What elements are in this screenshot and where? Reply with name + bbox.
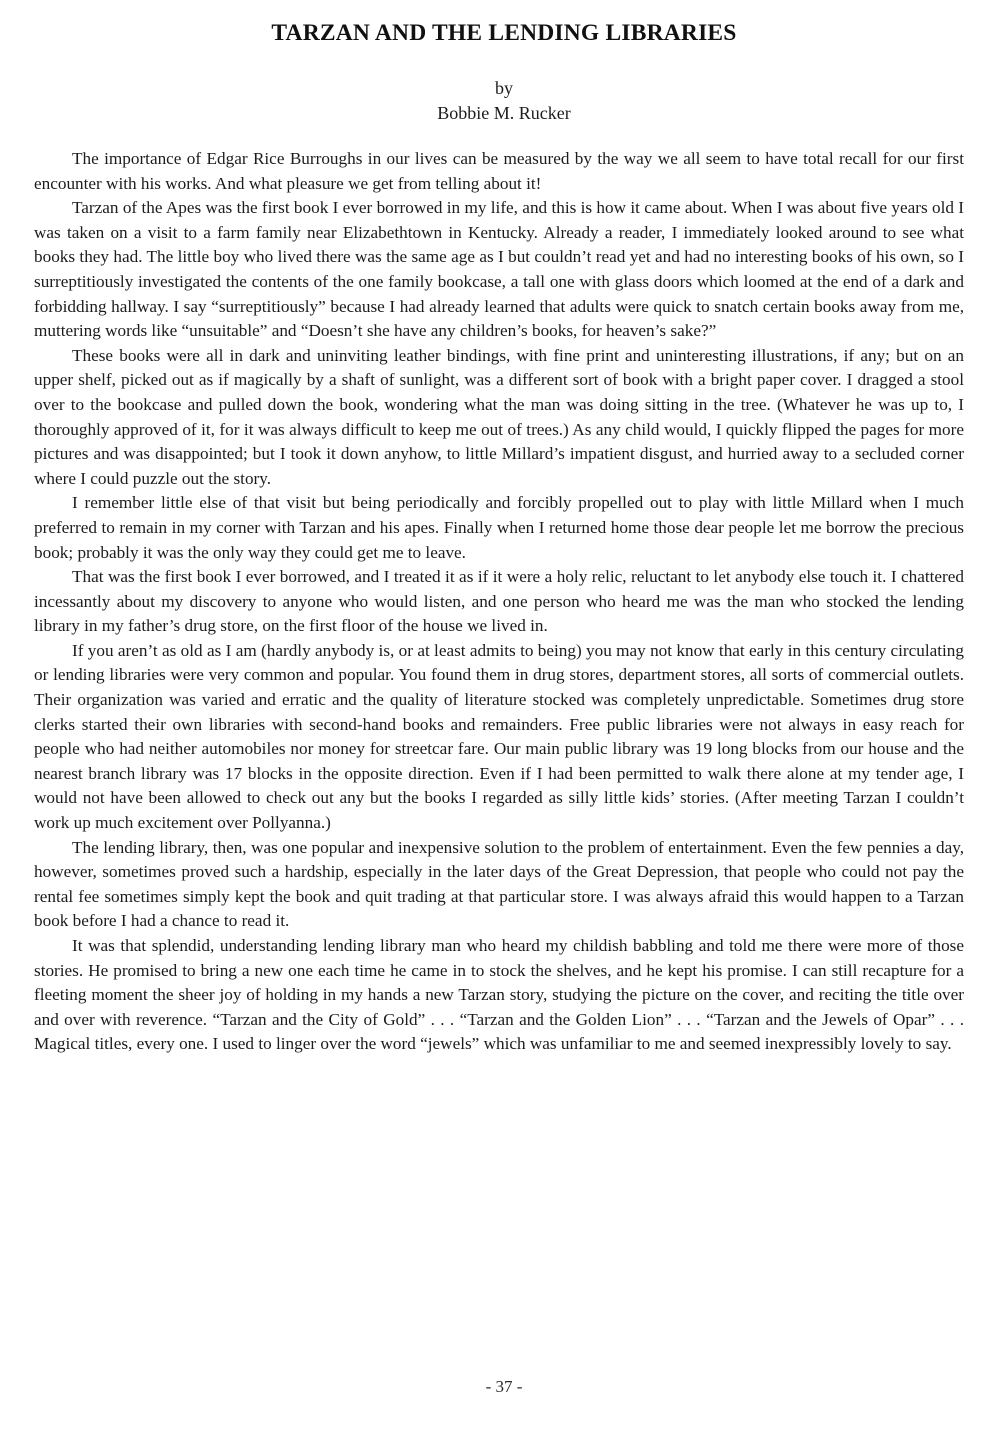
paragraph: Tarzan of the Apes was the first book I ever borrowed in my life, and this is how it came about. When I was about five years old I was taken on a visit to a farm family near Elizabethtown in Kentucky. Already a reader, I immediately looked around to see what books they had. The little boy who lived there was the same age as I but couldn’t read yet and had no interesting books of his own, so I surreptitiously investigated the contents of the one family bookcase, a tall one with glass doors which loomed at the end of a dark and forbidding hallway. I say “surreptitiously” because I had already learned that adults were quick to snatch certain books away from me, muttering words like “unsuitable” and “Doesn’t she have any children’s books, for heaven’s sake?” (34, 198, 964, 341)
article-body (34, 147, 964, 1057)
paragraph: These books were all in dark and uninviting leather bindings, with fine print and uninteresting illustrations, if any; but on an upper shelf, picked out as if magically by a shaft of sunlight, was a different sort of book with a bright paper cover. I dragged a stool over to the bookcase and pulled down the book, wondering what the man was doing sitting in the tree. (Whatever he was up to, I thoroughly approved of it, for it was always difficult to keep me out of trees.) As any child would, I quickly flipped the pages for more pictures and was disappointed; but I took it down anyhow, to little Millard’s impatient disgust, and hurried away to a secluded corner where I could puzzle out the story. (34, 345, 964, 488)
byline-by: by (495, 78, 513, 98)
paragraph: I remember little else of that visit but being periodically and forcibly propelled out to play with little Millard when I much preferred to remain in my corner with Tarzan and his apes. Finally when I returned home those dear people let me borrow the precious book; probably it was the only way they could get me to leave. (34, 493, 964, 562)
byline (0, 76, 1008, 126)
paragraph: It was that splendid, understanding lending library man who heard my childish babbling and told me there were more of those stories. He promised to bring a new one each time he came in to stock the shelves, and he kept his promise. I can still recapture for a fleeting moment the sheer joy of holding in my hands a new Tarzan story, studying the picture on the cover, and reciting the title over and over with reverence. “Tarzan and the City of Gold” . . . “Tarzan and the Golden Lion” . . . “Tarzan and the Jewels of Opar” . . . Magical titles, every one. I used to linger over the word “jewels” which was unfamiliar to me and seemed inexpressibly lovely to say. (34, 936, 964, 1054)
page-number: - 37 - (485, 1377, 523, 1396)
paragraph: That was the first book I ever borrowed, and I treated it as if it were a holy relic, reluctant to let anybody else touch it. I chattered incessantly about my discovery to anyone who would listen, and one person who heard me was the man who stocked the lending library in my father’s drug store, on the first floor of the house we lived in. (34, 567, 964, 636)
paragraph: The lending library, then, was one popular and inexpensive solution to the problem of entertainment. Even the few pennies a day, however, sometimes proved such a hardship, especially in the later days of the Great Depression, that people who could not pay the rental fee sometimes simply kept the book and quit trading at that particular store. I was always afraid this would happen to a Tarzan book before I had a chance to read it. (34, 837, 964, 931)
article-title: TARZAN AND THE LENDING LIBRARIES (271, 20, 737, 46)
paragraph: If you aren’t as old as I am (hardly anybody is, or at least admits to being) you may not know that early in this century circulating or lending libraries were very common and popular. You found them in drug stores, department stores, all sorts of commercial outlets. Their organization was varied and erratic and the quality of literature stocked was completely unpredictable. Sometimes drug store clerks started their own libraries with second-hand books and remainders. Free public libraries were not always in easy reach for people who had neither automobiles nor money for streetcar fare. Our main public library was 19 long blocks from our house and the nearest branch library was 17 blocks in the opposite direction. Even if I had been permitted to walk there alone at my tender age, I would not have been allowed to check out any but the books I regarded as silly little kids’ stories. (After meeting Tarzan I couldn’t work up much excitement over Pollyanna.) (34, 640, 964, 833)
author-name: Bobbie M. Rucker (437, 103, 571, 123)
paragraph: The importance of Edgar Rice Burroughs in our lives can be measured by the way we all seem to have total recall for our first encounter with his works. And what pleasure we get from telling about it! (34, 149, 964, 193)
